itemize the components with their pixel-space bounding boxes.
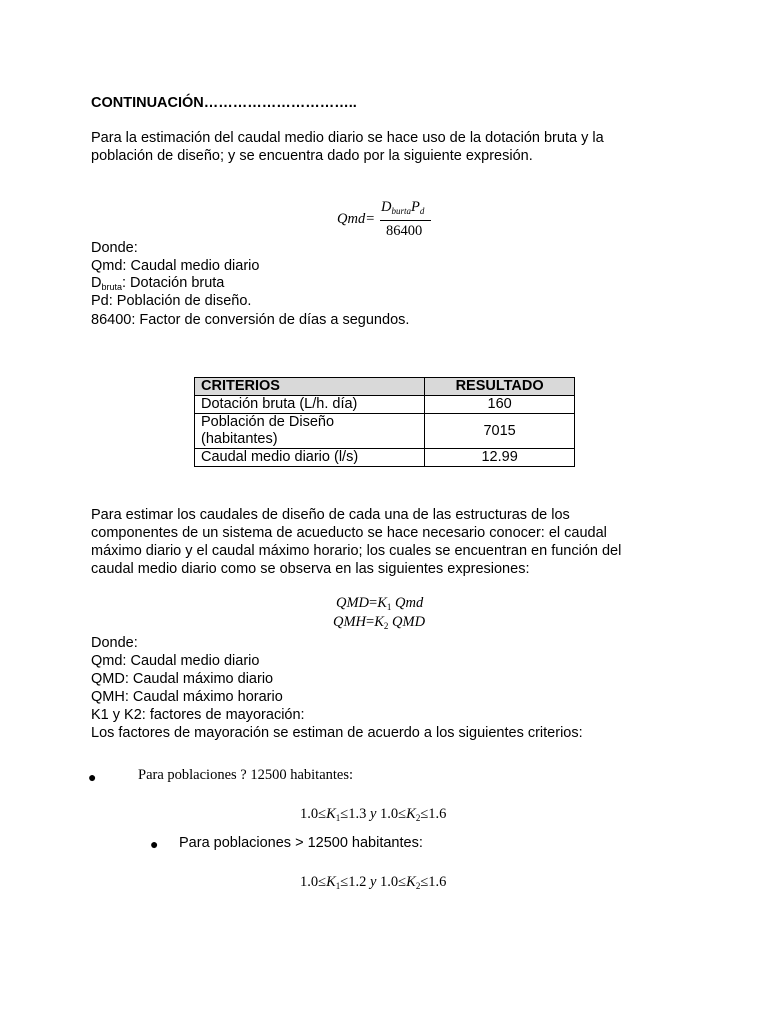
table-header-row xyxy=(195,378,575,396)
inequality-2: $1.0\le K_1\le 1.2$ y $1.0\le K_2\le 1.6$ xyxy=(300,874,447,891)
cell-resultado: 7015 xyxy=(425,414,575,449)
def-QMD: QMD: Caudal máximo diario xyxy=(91,671,274,687)
def-note: Los factores de mayoración se estiman de acuerdo a los siguientes criterios: xyxy=(91,725,583,741)
def-qmd-1: Qmd: Caudal medio diario xyxy=(91,258,260,274)
section-heading: CONTINUACIÓN………………………….. xyxy=(91,95,357,111)
def-factor: 86400: Factor de conversión de días a segundos. xyxy=(91,312,410,328)
para2-line-2: componentes de un sistema de acueducto se hace necesario conocer: el caudal xyxy=(91,525,607,541)
header-criterios: CRITERIOS xyxy=(195,378,425,396)
table-row xyxy=(195,414,575,449)
cell-criterio: Caudal medio diario (l/s) xyxy=(195,449,425,467)
fraction-bar xyxy=(380,220,431,221)
cell-criterio: Dotación bruta (L/h. día) xyxy=(195,396,425,414)
def-qmd-2: Qmd: Caudal medio diario xyxy=(91,653,260,669)
table-row xyxy=(195,449,575,467)
donde-label-1: Donde: xyxy=(91,240,138,256)
para2-line-3: máximo diario y el caudal máximo horario; los cuales se encuentran en función del xyxy=(91,543,622,559)
def-pd: Pd: Población de diseño. xyxy=(91,293,252,309)
donde-label-2: Donde: xyxy=(91,635,138,651)
def-QMH: QMH: Caudal máximo horario xyxy=(91,689,283,705)
criteria-table xyxy=(194,377,575,467)
def-dbruta: $D_{bruta}$: Dotación bruta xyxy=(91,275,225,292)
formula-denominator: 86400 xyxy=(386,223,423,239)
formula-qmh-k2: $QMH=K_2$ QMD xyxy=(333,614,426,631)
para2-line-4: caudal medio diario como se observa en las siguientes expresiones: xyxy=(91,561,530,577)
inequality-1: $1.0\le K_1\le 1.3$ y $1.0\le K_2\le 1.6$ xyxy=(300,806,447,823)
cell-resultado: 160 xyxy=(425,396,575,414)
table-row xyxy=(195,396,575,414)
header-resultado: RESULTADO xyxy=(425,378,575,396)
def-k-factors: K1 y K2: factores de mayoración: xyxy=(91,707,305,723)
bullet-text-2: Para poblaciones > 12500 habitantes: xyxy=(179,835,423,851)
para2-line-1: Para estimar los caudales de diseño de cada una de las estructuras de los xyxy=(91,507,570,523)
cell-criterio: Población de Diseño (habitantes) xyxy=(195,414,425,449)
intro-line-2: población de diseño; y se encuentra dado por la siguiente expresión. xyxy=(91,148,533,164)
intro-line-1: Para la estimación del caudal medio diario se hace uso de la dotación bruta y la xyxy=(91,130,604,146)
formula-qmd-lhs: Qmd= xyxy=(337,211,375,227)
cell-resultado: 12.99 xyxy=(425,449,575,467)
bullet-text-1: Para poblaciones ? 12500 habitantes: xyxy=(138,767,354,783)
formula-qmd-k1: $QMD=K_1$ Qmd xyxy=(336,595,424,612)
bullet-icon: ● xyxy=(88,769,97,785)
formula-numerator: $D_{burta}P_d$ xyxy=(381,199,425,216)
bullet-icon: ● xyxy=(150,836,159,852)
